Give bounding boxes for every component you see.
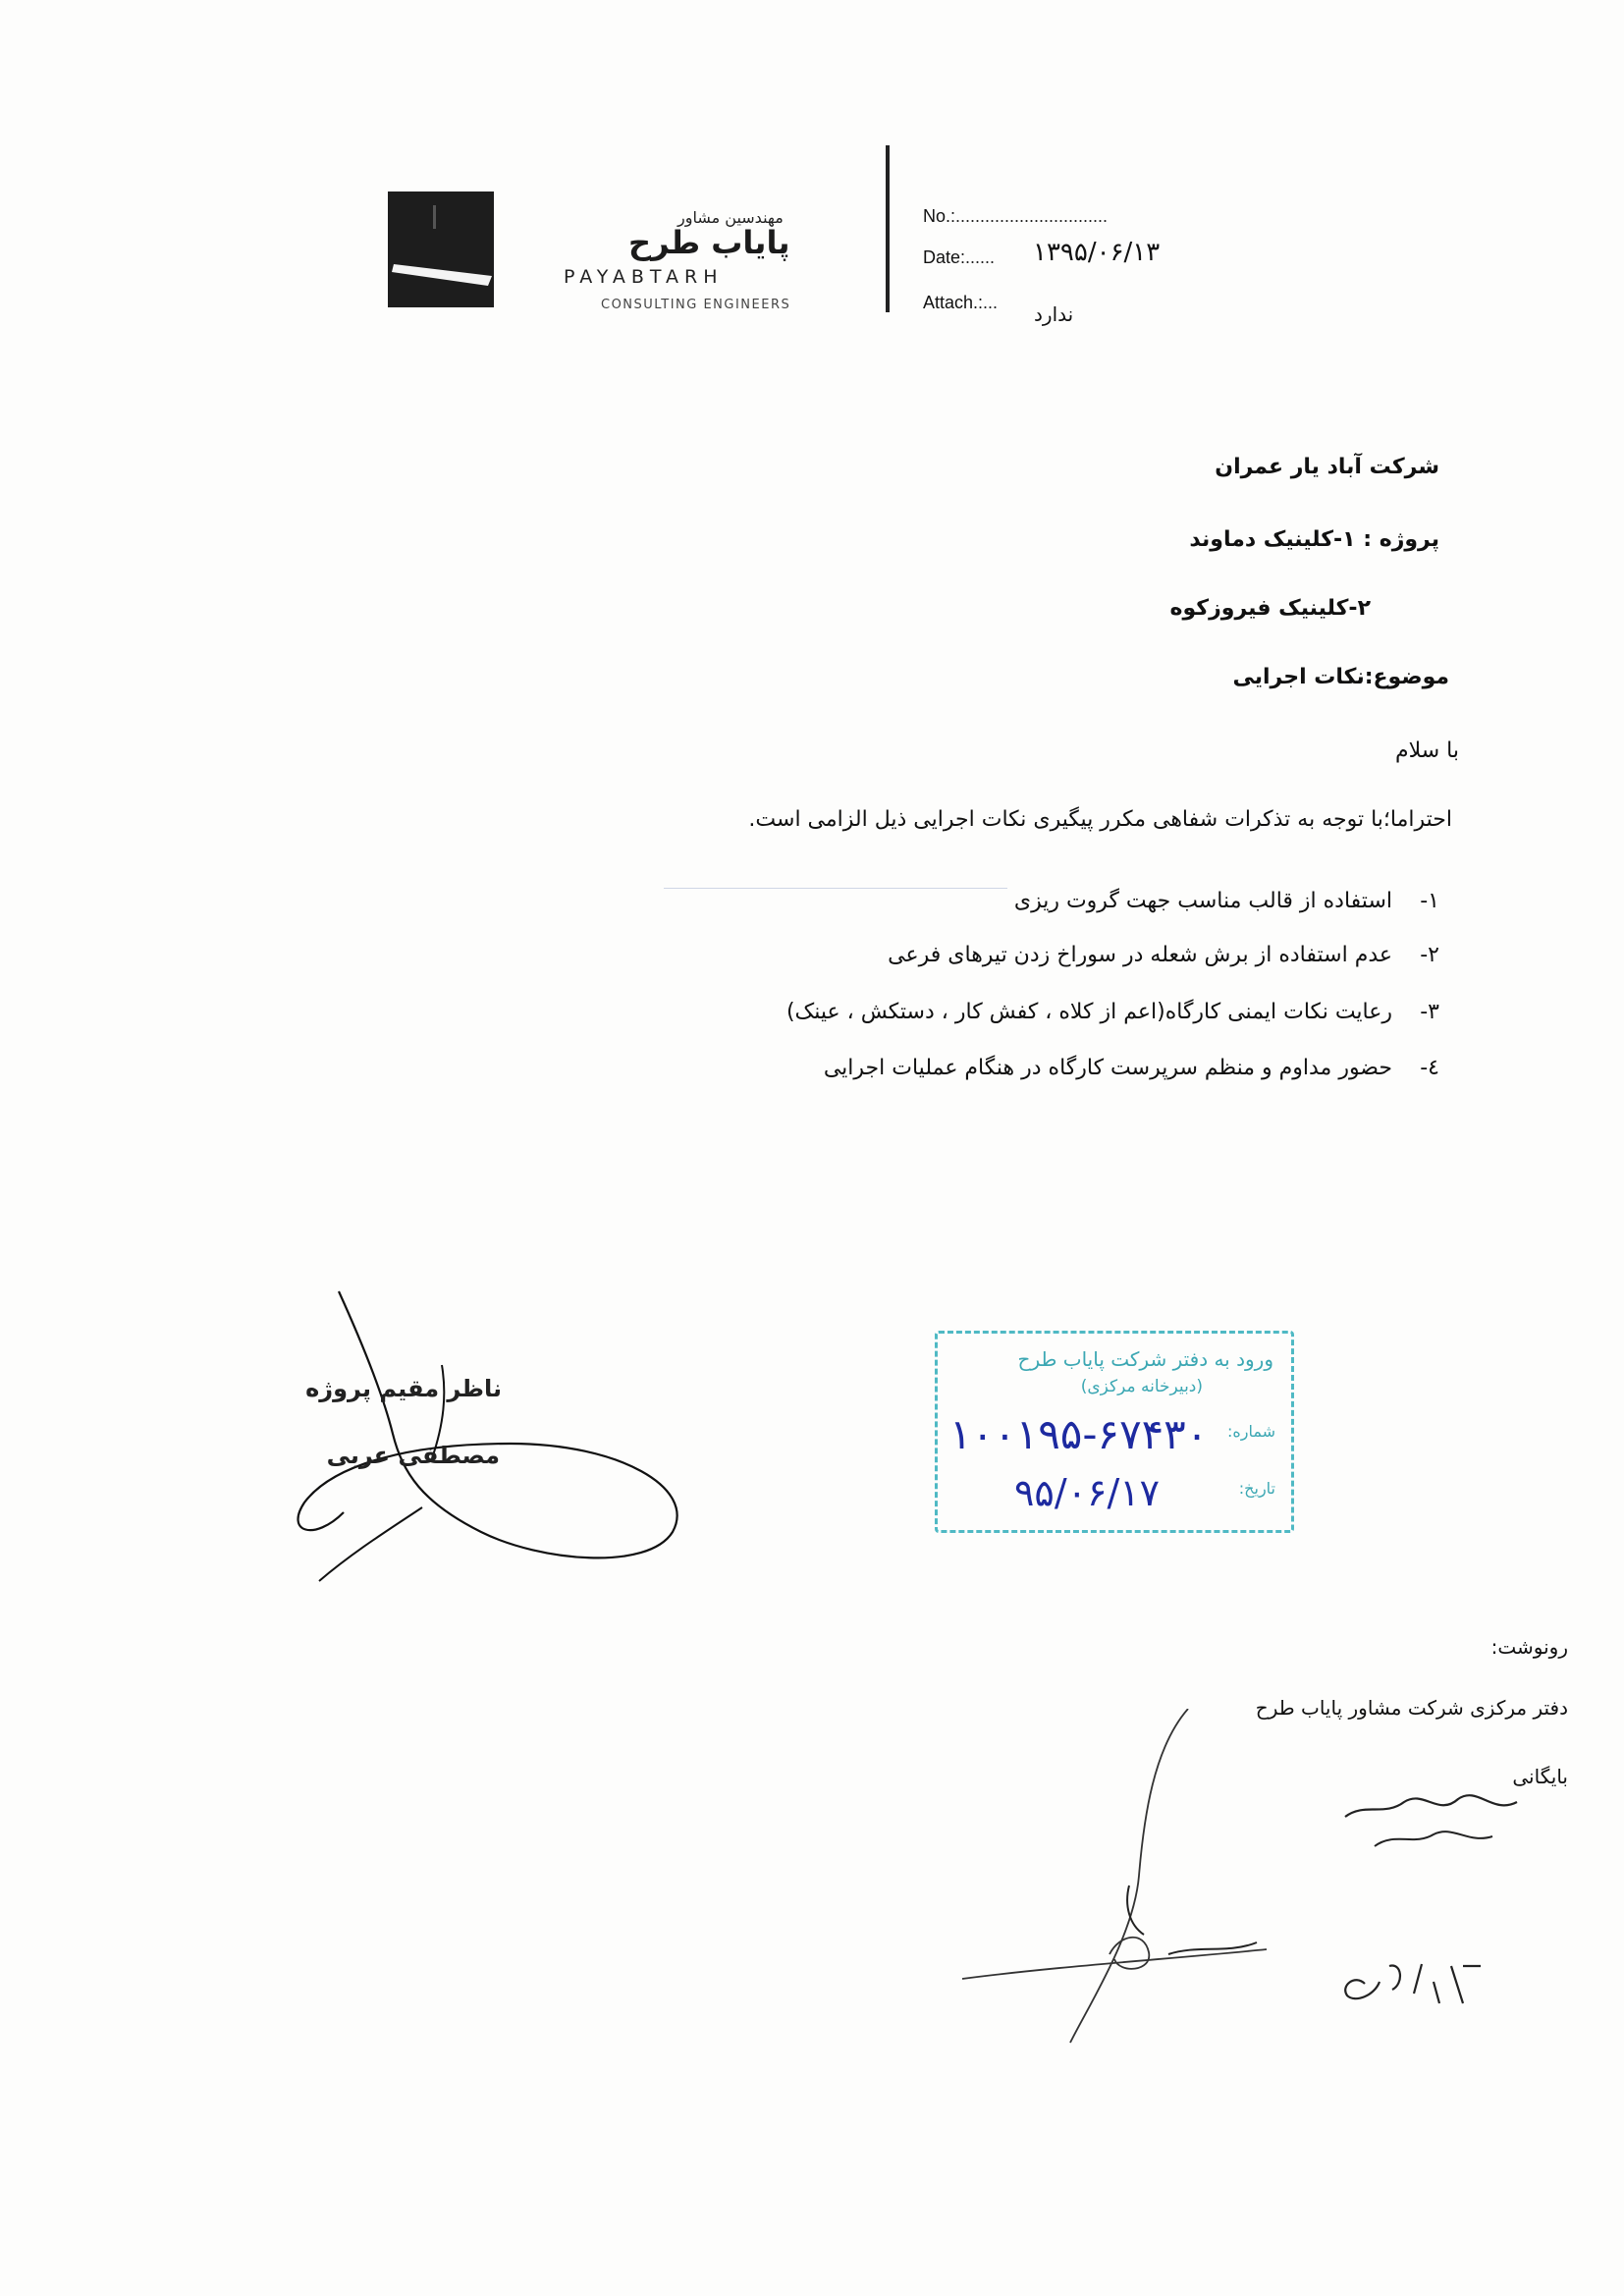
- letter-date-label: Date:: [923, 247, 966, 267]
- letter-date-value: ۱۳۹۵/۰۶/۱۳: [1033, 238, 1161, 267]
- brand-subtitle-fa: مهندسین مشاور: [677, 208, 784, 227]
- letter-number-field: [923, 206, 1108, 227]
- stamp-number-label: شماره:: [1226, 1422, 1275, 1441]
- list-item: [556, 889, 1439, 913]
- greeting: با سلام: [1394, 738, 1459, 763]
- list-item-text: عدم استفاده از برش شعله در سوراخ زدن تیرهای فرعی: [888, 943, 1392, 967]
- brand-tagline: CONSULTING ENGINEERS: [601, 298, 791, 312]
- copy-recipient: دفتر مرکزی شرکت مشاور پایاب طرح: [1255, 1696, 1568, 1720]
- supervisor-title: ناظر مقیم پروژه: [305, 1375, 502, 1402]
- letter-number-label: No.:: [923, 206, 956, 226]
- list-item-number: ۳-: [1420, 1000, 1439, 1024]
- letter-date-dots: ......: [965, 247, 996, 267]
- list-item-number: ۲-: [1420, 943, 1439, 967]
- header-divider: [886, 145, 890, 312]
- receiver-signature: [943, 1709, 1551, 2076]
- stamp-title: ورود به دفتر شرکت پایاب طرح: [1017, 1347, 1273, 1371]
- brand-name-fa: پایاب طرح: [628, 224, 790, 261]
- letter-date-field: [923, 247, 995, 268]
- recipient: شرکت آباد یار عمران: [1215, 455, 1439, 479]
- stamp-subtitle: (دبیرخانه مرکزی): [1080, 1377, 1203, 1396]
- brand-name-en: PAYABTARH: [564, 266, 724, 288]
- company-logo: [388, 191, 494, 307]
- copy-recipient: بایگانی: [1512, 1765, 1568, 1788]
- list-item: [556, 943, 1439, 967]
- letter-attach-label: Attach.:: [923, 293, 984, 312]
- list-item-text: رعایت نکات ایمنی کارگاه(اعم از کلاه ، کفش کار ، دستکش ، عینک): [785, 1000, 1392, 1024]
- list-item-text: استفاده از قالب مناسب جهت گروت ریزی: [1013, 889, 1392, 913]
- list-item-number: ۱-: [1420, 889, 1439, 913]
- intro-paragraph: احتراما؛با توجه به تذکرات شفاهی مکرر پیگیری نکات اجرایی ذیل الزامی است.: [748, 807, 1452, 832]
- subject-line: موضوع:نکات اجرایی: [1232, 665, 1449, 689]
- stamp-date-label: تاریخ:: [1238, 1479, 1275, 1498]
- supervisor-name: مصطفی عربی: [326, 1442, 500, 1469]
- receipt-stamp: [935, 1331, 1294, 1533]
- list-item-number: ٤-: [1420, 1056, 1439, 1080]
- list-item: [556, 1000, 1439, 1024]
- letter-attach-dots: ...: [983, 293, 999, 312]
- project-line: پروژه : ۱-کلینیک دماوند: [1189, 527, 1439, 552]
- stamp-date-value: ۹۵/۰۶/۱۷: [1014, 1471, 1161, 1514]
- copies-title: رونوشت:: [1490, 1635, 1568, 1659]
- list-item-text: حضور مداوم و منظم سرپرست کارگاه در هنگام عملیات اجرایی: [823, 1056, 1392, 1080]
- letter-attach-value: ندارد: [1034, 302, 1074, 326]
- letter-number-dots: ...............................: [955, 206, 1109, 226]
- stamp-number-value: ۱۰۰۱۹۵-۶۷۴۳۰: [949, 1410, 1209, 1458]
- letter-attach-field: [923, 293, 998, 313]
- project-line-2: ۲-کلینیک فیروزکوه: [1169, 596, 1371, 621]
- list-item: [556, 1056, 1439, 1080]
